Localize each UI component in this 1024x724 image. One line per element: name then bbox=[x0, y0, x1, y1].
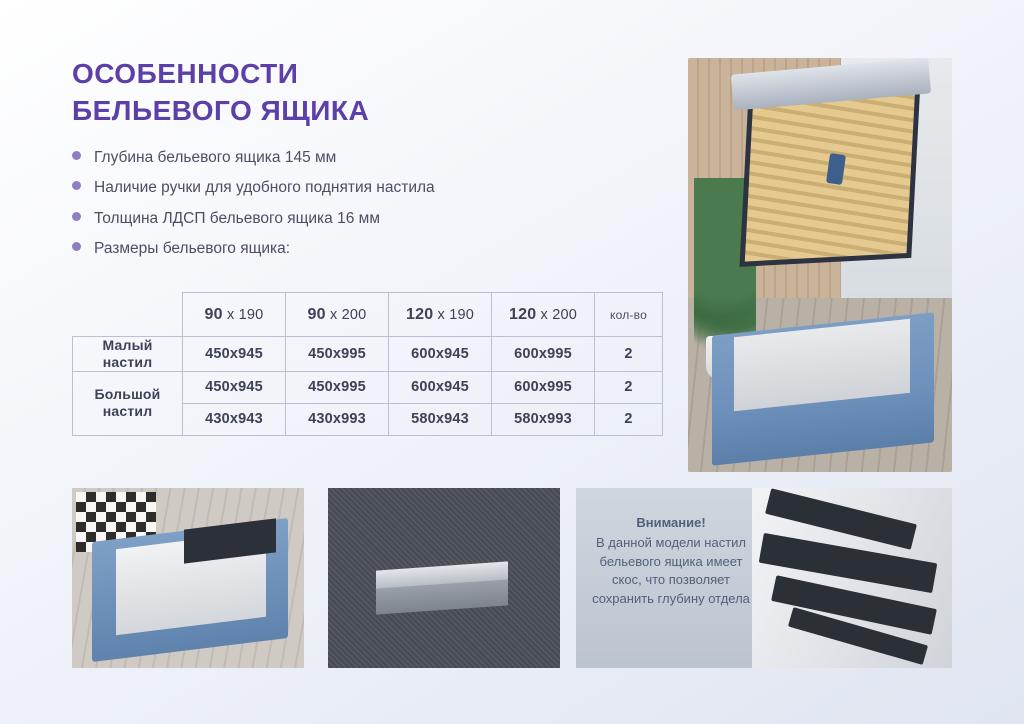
table-header-cell-120x200 bbox=[492, 293, 595, 337]
feature-list bbox=[72, 148, 632, 270]
cell-value: 600x995 bbox=[492, 337, 595, 372]
row-label-large-deck: Большой настил bbox=[73, 371, 183, 435]
cell-value: 600x945 bbox=[389, 371, 492, 403]
header-size-big: 90 bbox=[204, 305, 223, 323]
header-size-rest: x 190 bbox=[222, 306, 264, 323]
bullet-dot-icon bbox=[72, 181, 81, 190]
header-size-rest: x 200 bbox=[536, 306, 577, 323]
row-label-small-deck: Малый настил bbox=[73, 337, 183, 372]
attention-note bbox=[586, 514, 756, 608]
header-size-big: 90 bbox=[307, 305, 326, 323]
cell-value: 450x945 bbox=[183, 371, 286, 403]
table-header-cell-90x200 bbox=[286, 293, 389, 337]
cell-quantity: 2 bbox=[595, 337, 663, 372]
table-row bbox=[73, 337, 663, 372]
page-title-line-1: ОСОБЕННОСТИ bbox=[72, 58, 299, 89]
photo-handle-detail bbox=[328, 488, 560, 668]
page-title-line-2: БЕЛЬЕВОГО ЯЩИКА bbox=[72, 94, 370, 126]
header-size-rest: x 200 bbox=[325, 306, 367, 323]
cell-value: 600x995 bbox=[492, 371, 595, 403]
bullet-dot-icon bbox=[72, 242, 81, 251]
list-item bbox=[72, 239, 632, 258]
list-item bbox=[72, 209, 632, 228]
cell-value: 600x945 bbox=[389, 337, 492, 372]
table-body bbox=[73, 337, 663, 436]
list-item-label: Размеры бельевого ящика: bbox=[94, 240, 291, 258]
cell-value: 430x993 bbox=[286, 403, 389, 435]
cell-quantity: 2 bbox=[595, 371, 663, 403]
bullet-dot-icon bbox=[72, 151, 81, 160]
dimensions-table bbox=[72, 292, 663, 436]
table-header bbox=[73, 293, 663, 337]
header-size-rest: x 190 bbox=[433, 306, 474, 323]
cell-value: 450x995 bbox=[286, 371, 389, 403]
list-item-label: Глубина бельевого ящика 145 мм bbox=[94, 149, 337, 166]
cell-value: 580x993 bbox=[492, 403, 595, 435]
bullet-dot-icon bbox=[72, 212, 81, 221]
attention-note-text: В данной модели настил бельевого ящика имеет скос, что позволяет сохранить глубину отдела bbox=[592, 535, 750, 606]
table-header-cell-empty bbox=[73, 293, 183, 337]
page-title bbox=[72, 56, 369, 130]
table-header-cell-120x190 bbox=[389, 293, 492, 337]
photo-mechanism-with-note bbox=[576, 488, 952, 668]
cell-value: 450x945 bbox=[183, 337, 286, 372]
cell-quantity: 2 bbox=[595, 403, 663, 435]
list-item bbox=[72, 148, 632, 167]
attention-note-title: Внимание! bbox=[636, 515, 706, 530]
cell-value: 450x995 bbox=[286, 337, 389, 372]
list-item bbox=[72, 178, 632, 197]
table-header-cell-quantity: кол-во bbox=[595, 293, 663, 337]
photo-bed-open bbox=[688, 58, 952, 472]
table-row bbox=[73, 371, 663, 403]
list-item-label: Толщина ЛДСП бельевого ящика 16 мм bbox=[94, 209, 380, 227]
table-header-row bbox=[73, 293, 663, 337]
photo-lift-mechanism bbox=[752, 488, 952, 668]
cell-value: 430x943 bbox=[183, 403, 286, 435]
header-size-big: 120 bbox=[509, 305, 537, 323]
header-size-big: 120 bbox=[406, 305, 434, 323]
cell-value: 580x943 bbox=[389, 403, 492, 435]
table-header-cell-90x190 bbox=[183, 293, 286, 337]
dimensions-table-wrapper bbox=[72, 292, 663, 436]
list-item-label: Наличие ручки для удобного поднятия настила bbox=[94, 179, 435, 197]
photo-storage-box-top bbox=[72, 488, 304, 668]
